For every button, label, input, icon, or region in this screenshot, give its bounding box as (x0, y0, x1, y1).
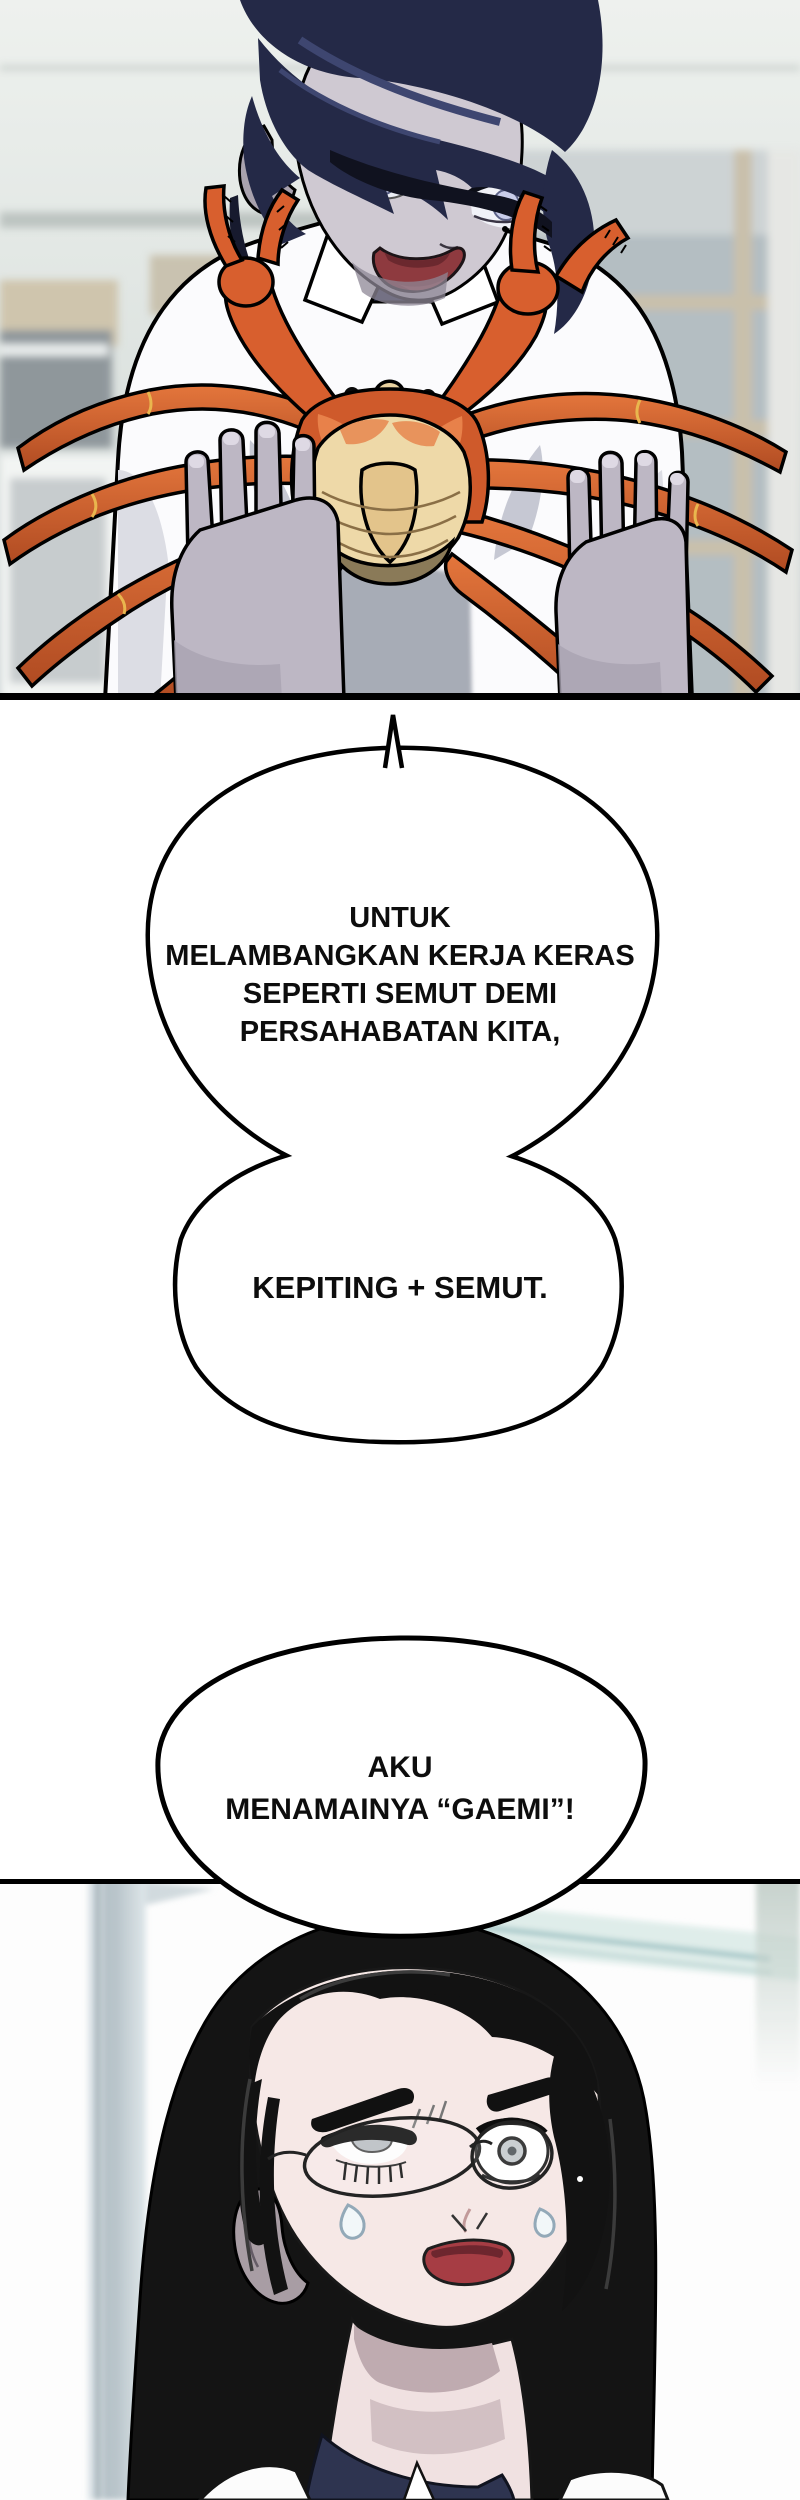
bubble1-top-text (100, 899, 700, 1051)
bubble1-tail-spike (385, 715, 402, 768)
bubble1-line-2: MELAMBANGKAN KERJA KERAS (165, 940, 635, 972)
bubble1-line-4: PERSAHABATAN KITA, (239, 1016, 561, 1048)
bubble2-line-1: AKU (367, 1751, 433, 1784)
speech-bubble-1 (0, 690, 800, 1460)
boy-mole (502, 226, 508, 232)
bubble1-bottom-text: KEPITING + SEMUT. (252, 1270, 548, 1305)
comic-panel-2 (0, 1879, 800, 2500)
boy-right-hand (556, 452, 690, 700)
hair-sparkle (577, 2176, 583, 2182)
bubble1-line-3: SEPERTI SEMUT DEMI (242, 978, 558, 1010)
bubble1-line-1: UNTUK (349, 902, 451, 934)
bubble2-line-2: MENAMAINYA “GAEMI”! (225, 1793, 575, 1826)
comic-panel-1 (0, 0, 800, 700)
woman-mouth (424, 2240, 513, 2285)
bubble2-text (100, 1747, 700, 1831)
